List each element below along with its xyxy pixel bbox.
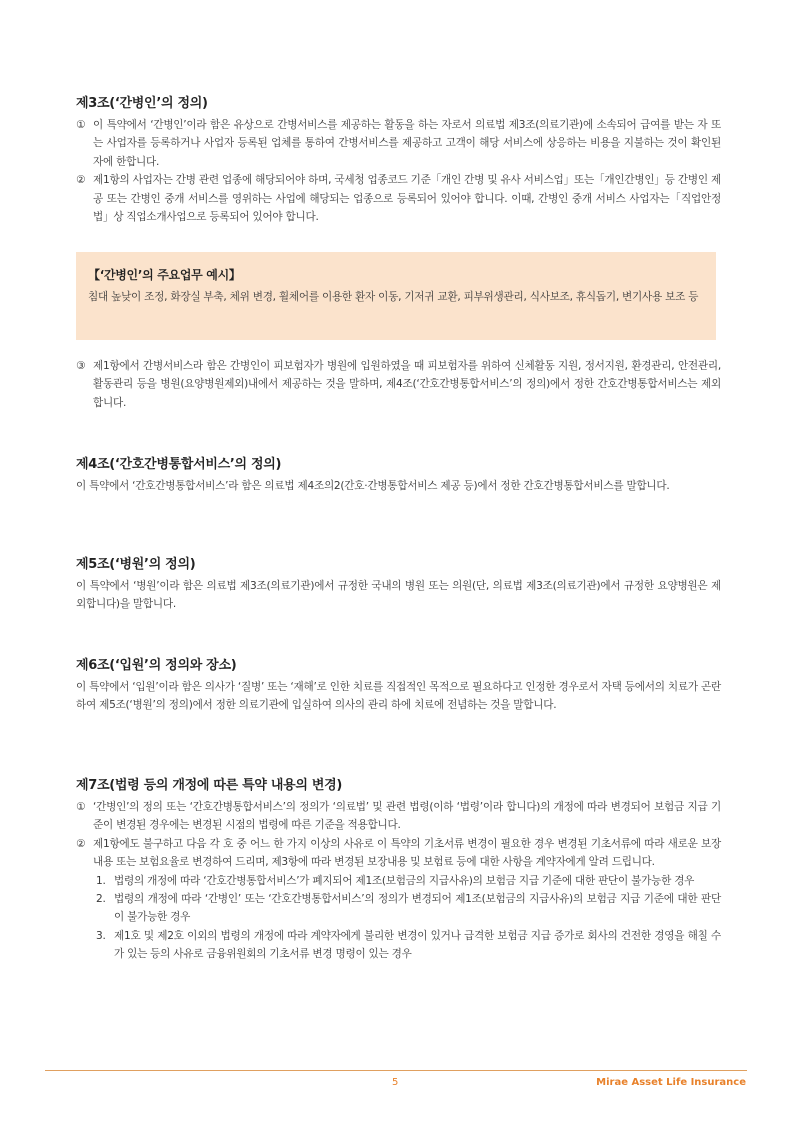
item-marker: ③ [76, 360, 86, 372]
article-3-item-3 [76, 357, 721, 412]
item-text: ‘간병인’의 정의 또는 ‘간호간병통합서비스’의 정의가 ‘의료법’ 및 관련 법령(이하 ‘법령’이라 합니다)의 개정에 따라 변경되어 보험금 지급 기준이 변경된 경우에는 변경된 시점의 법령에 따른 기준을 적용합니다. [93, 801, 721, 832]
company-name: Mirae Asset Life Insurance [596, 1077, 746, 1088]
item-marker: ② [76, 837, 86, 850]
subitem-marker: 3. [96, 929, 106, 942]
item-marker: ① [76, 801, 86, 813]
article-3-item-1 [76, 116, 721, 171]
article-7 [76, 776, 721, 964]
article-4 [76, 455, 721, 495]
article-7-title: 제7조(법령 등의 개정에 따른 특약 내용의 변경) [76, 778, 343, 793]
article-5-text: 이 특약에서 ‘병원’이라 함은 의료법 제3조(의료기관)에서 규정한 국내의 병원 또는 의원(단, 의료법 제3조(의료기관)에서 규정한 요양병원은 제외합니다)을 말합니다. [76, 580, 721, 611]
page-number: 5 [392, 1077, 399, 1088]
item-text: 제1항의 사업자는 간병 관련 업종에 해당되어야 하며, 국세청 업종코드 기준「개인 간병 및 유사 서비스업」또는「개인간병인」등 간병인 제공 또는 간병인 중개 서비스를 영위하는 사업에 해당되는 업종으로 등록되어 있어야 합니다. 이때, 간병인 중개 서비스 사업자는「직업안정법」상 직업소개사업으로 등록되어 있어야 합니다. [93, 174, 721, 224]
article-3-item-3-block [76, 357, 721, 412]
duties-box-title: 【‘간병인’의 주요업무 예시】 [88, 268, 241, 282]
subitem-text: 제1호 및 제2호 이외의 법령의 개정에 따라 계약자에게 불리한 변경이 있거나 급격한 보험금 지급 증가로 회사의 건전한 경영을 해칠 수가 있는 등의 사유로 금융위원회의 기초서류 변경 명령이 있는 경우 [114, 929, 721, 961]
article-7-subitem-3 [96, 927, 721, 964]
footer-divider [45, 1070, 747, 1071]
item-marker: ② [76, 174, 86, 187]
article-6 [76, 656, 721, 715]
subitem-text: 법령의 개정에 따라 ‘간병인’ 또는 ‘간호간병통합서비스’의 정의가 변경되어 제1조(보험금의 지급사유)의 보험금 지급 기준에 대한 판단이 불가능한 경우 [114, 893, 721, 924]
subitem-marker: 2. [96, 893, 106, 906]
article-6-text: 이 특약에서 ‘입원’이라 함은 의사가 ‘질병’ 또는 ‘재해’로 인한 치료를 직접적인 목적으로 필요하다고 인정한 경우로서 자택 등에서의 치료가 곤란하여 제5조(‘병원’의 정의)에서 정한 의료기관에 입실하여 의사의 관리 하에 치료에 전념하는 것을 말합니다. [76, 681, 721, 712]
article-4-text: 이 특약에서 ‘간호간병통합서비스’라 함은 의료법 제4조의2(간호·간병통합서비스 제공 등)에서 정한 간호간병통합서비스를 말합니다. [76, 480, 670, 492]
item-text: 이 특약에서 ‘간병인’이라 함은 유상으로 간병서비스를 제공하는 활동을 하는 자로서 의료법 제3조(의료기관)에 소속되어 급여를 받는 자 또는 사업자를 등록하거나 사업자 등록된 업체를 통하여 간병서비스를 제공하고 고객이 해당 서비스에 상응하는 비용을 지불하는 것이 확인된 자에 한합니다. [93, 119, 721, 168]
article-7-subitem-1 [96, 872, 721, 890]
article-7-item-1 [76, 798, 721, 835]
item-text: 제1항에도 불구하고 다음 각 호 중 어느 한 가지 이상의 사유로 이 특약의 기초서류 변경이 필요한 경우 변경된 기초서류에 따라 새로운 보장내용 또는 보험요율로 변경하여 드리며, 제3항에 따라 변경된 보장내용 및 보험료 등에 대한 사항을 계약자에게 알려 드립니다. [93, 837, 721, 869]
item-marker: ① [76, 119, 86, 131]
duties-example-box [76, 252, 716, 340]
article-7-subitem-2 [96, 890, 721, 927]
article-5-title: 제5조(‘병원’의 정의) [76, 557, 196, 572]
article-7-item-2 [76, 835, 721, 872]
article-3-title: 제3조(‘간병인’의 정의) [76, 96, 208, 111]
article-3-item-2 [76, 171, 721, 226]
article-6-title: 제6조(‘입원’의 정의와 장소) [76, 658, 237, 673]
subitem-marker: 1. [96, 874, 106, 887]
article-4-title: 제4조(‘간호간병통합서비스’의 정의) [76, 457, 282, 472]
article-3 [76, 94, 721, 226]
duties-box-text: 침대 높낮이 조정, 화장실 부축, 체위 변경, 휠체어를 이용한 환자 이동, 기저귀 교환, 피부위생관리, 식사보조, 휴식돕기, 변기사용 보조 등 [88, 291, 699, 303]
subitem-text: 법령의 개정에 따라 ‘간호간병통합서비스’가 폐지되어 제1조(보험금의 지급사유)의 보험금 지급 기준에 대한 판단이 불가능한 경우 [114, 874, 695, 887]
article-5 [76, 555, 721, 614]
item-text: 제1항에서 간병서비스라 함은 간병인이 피보험자가 병원에 입원하였을 때 피보험자를 위하여 신체활동 지원, 정서지원, 환경관리, 안전관리, 활동관리 등을 병원(요양병원제외)내에서 제공하는 것을 말하며, 제4조(‘간호간병통합서비스’의 정의)에서 정한 간호간병통합서비스는 제외합니다. [93, 360, 721, 409]
